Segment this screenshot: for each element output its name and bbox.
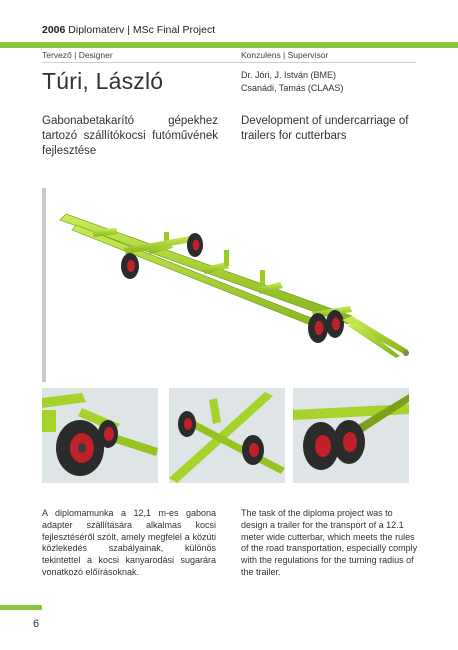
thesis-title-english: Development of undercarriage of trailers for cutterbars [241,115,409,142]
role-row [42,48,416,62]
trailer-render-main [52,190,416,378]
supervisor-1: Dr. Jóri, J. István (BME) [241,70,337,80]
header-text: Diplomaterv | MSc Final Project [68,24,216,36]
detail-render-wheel [42,388,158,483]
detail-render-rear-wheels [293,388,409,483]
page-number: 6 [33,618,40,630]
footer-accent-bar [0,605,42,610]
document-header [42,24,215,36]
description-english: The task of the diploma project was to design a trailer for the transport of a 12.1 meter wide cutterbar, which meets the rules of the road transportation, especially comply with the regulations for the turning radius of the trailer. [241,508,418,577]
designer-name: Túri, László [42,68,164,94]
divider [42,62,416,63]
description-hungarian: A diplomamunka a 12,1 m-es gabona adapter szállítására alkalmas kocsi fejlesztéséről szólt, amely megfelel a közúti közlekedés szabályainak, különös tekintettel a kocsi kanyarodási sugarára vonatkozó előírásoknak. [42,508,216,577]
detail-render-axle [169,388,285,483]
supervisor-role-label: Konzulens | Supervisor [241,50,329,60]
designer-role-label: Tervező | Designer [42,50,113,60]
image-accent-bar [42,188,46,382]
thesis-title-hungarian: Gabonabetakarító gépekhez tartozó szállítókocsi futóművének fejlesztése [42,115,218,157]
supervisor-list [241,69,343,94]
header-year: 2006 [42,24,66,36]
supervisor-2: Csanádi, Tamás (CLAAS) [241,82,344,93]
